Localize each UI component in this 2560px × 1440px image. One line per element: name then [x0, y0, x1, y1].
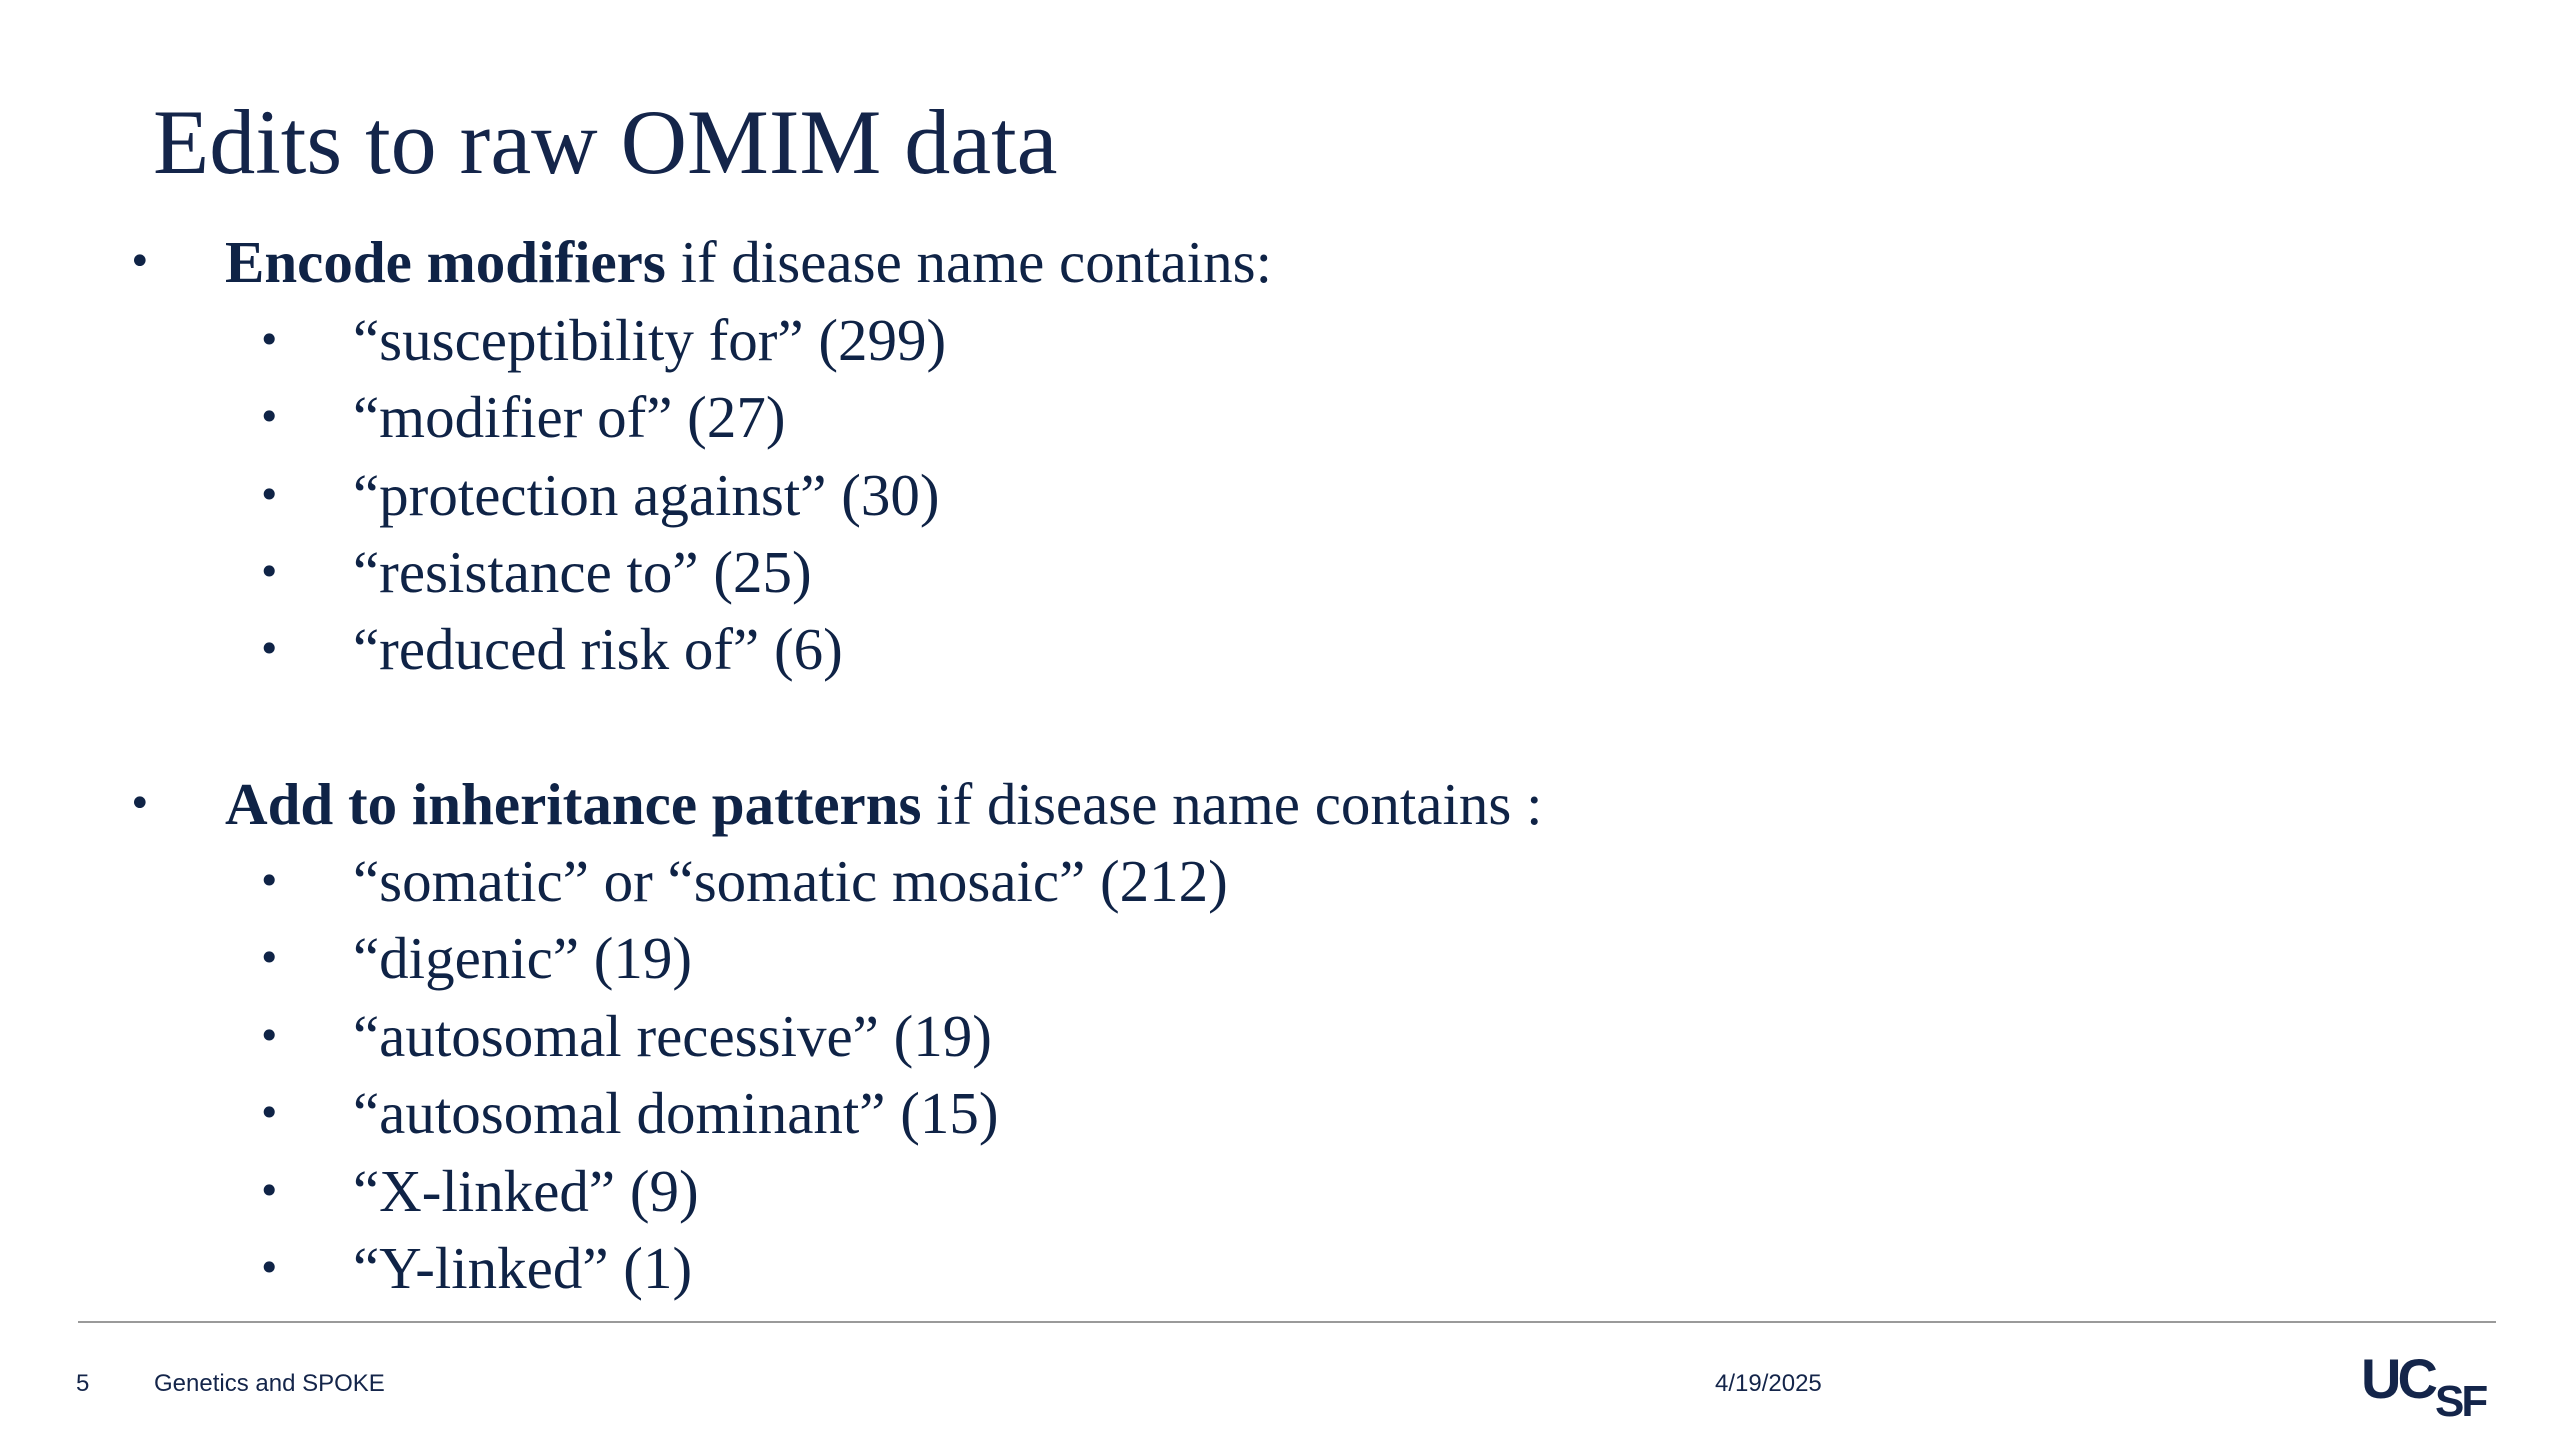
list-item-text: “digenic” (19) — [353, 925, 693, 991]
ucsf-logo-icon — [2361, 1348, 2501, 1420]
list-item-text: “susceptibility for” (299) — [353, 307, 947, 373]
list-item-text: “autosomal dominant” (15) — [353, 1080, 999, 1146]
list-item-text: “modifier of” (27) — [353, 384, 786, 450]
list-item-text: “autosomal recessive” (19) — [353, 1003, 992, 1069]
list-item-text: “protection against” (30) — [353, 462, 940, 528]
bullet-icon: • — [258, 936, 281, 980]
logo-text-sf: SF — [2435, 1377, 2486, 1420]
list-item-text: “Y-linked” (1) — [353, 1235, 693, 1301]
slide-date: 4/19/2025 — [1715, 1370, 1822, 1397]
bullet-icon: • — [128, 239, 152, 285]
list-item-text: “X-linked” (9) — [353, 1158, 699, 1224]
bullet-icon: • — [128, 781, 152, 827]
bullet-icon: • — [258, 627, 281, 671]
bullet-icon: • — [258, 1169, 281, 1213]
bullet-icon: • — [258, 1246, 281, 1290]
presentation-title: Genetics and SPOKE — [154, 1370, 385, 1397]
bullet-icon: • — [258, 473, 281, 517]
section-lead-bold: Add to inheritance patterns — [225, 771, 922, 837]
list-item-text: “somatic” or “somatic mosaic” (212) — [353, 848, 1228, 914]
section-lead-bold: Encode modifiers — [225, 229, 666, 295]
bullet-icon: • — [258, 859, 281, 903]
bullet-icon: • — [258, 1091, 281, 1135]
slide-title: Edits to raw OMIM data — [153, 91, 1058, 193]
bullet-icon: • — [258, 550, 281, 594]
list-item-text: “resistance to” (25) — [353, 539, 812, 605]
page-number: 5 — [76, 1370, 90, 1397]
list-item-text: “reduced risk of” (6) — [353, 616, 843, 682]
bullet-icon: • — [258, 318, 281, 362]
bullet-icon: • — [258, 1014, 281, 1058]
section-lead-rest: if disease name contains : — [921, 771, 1543, 837]
section-lead-rest: if disease name contains: — [665, 229, 1273, 295]
logo-text-uc: UC — [2361, 1348, 2434, 1410]
footer-divider — [78, 1321, 2496, 1323]
bullet-icon: • — [258, 395, 281, 439]
